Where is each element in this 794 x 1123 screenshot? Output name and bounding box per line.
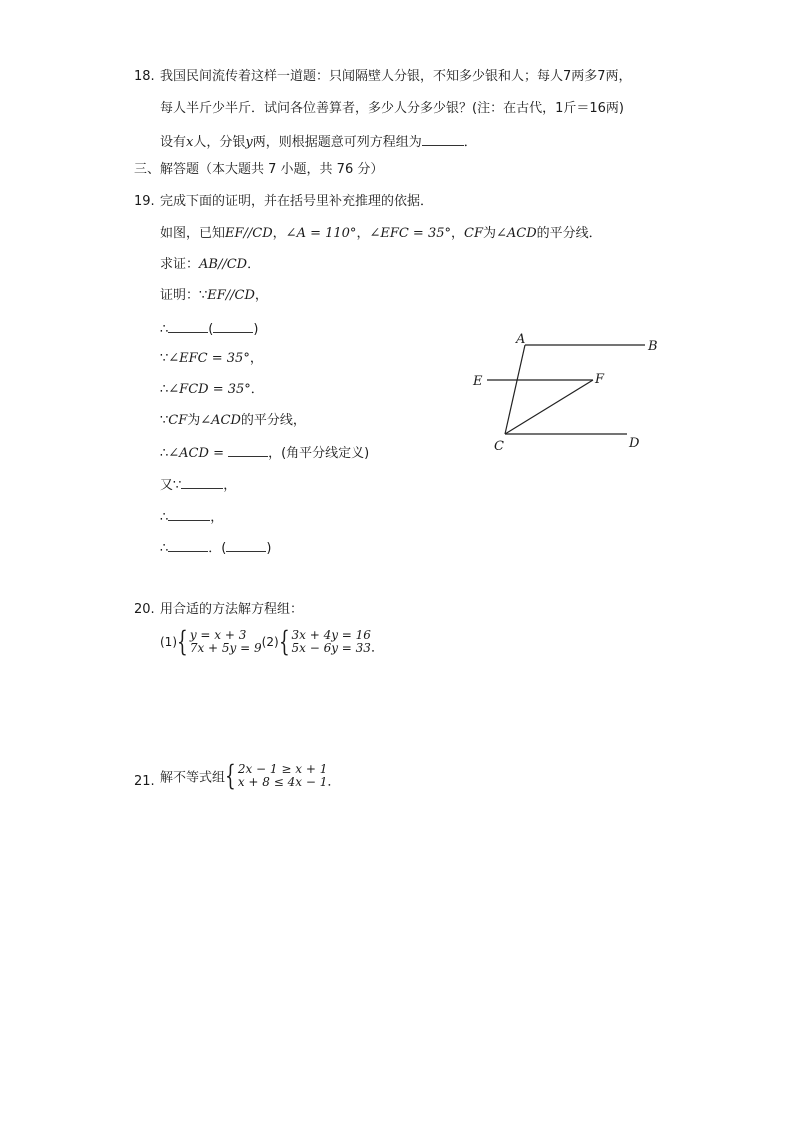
paren-close: ) bbox=[266, 541, 272, 556]
p2-eq2: 5x − 6y = 33 bbox=[291, 641, 371, 655]
step-cf-suffix: 的平分线， bbox=[240, 413, 306, 428]
label-a: A bbox=[516, 332, 526, 347]
q20-number: 20. bbox=[134, 602, 155, 617]
q21-intro: 解不等式组 bbox=[160, 770, 226, 786]
q18-line3 bbox=[160, 133, 477, 151]
q20-systems bbox=[160, 625, 384, 658]
given-angle-acd: ∠ACD bbox=[496, 226, 537, 241]
given-ef-cd: EF//CD bbox=[225, 226, 273, 241]
step-cf: CF bbox=[168, 413, 188, 428]
period: ． bbox=[208, 541, 222, 556]
proof-comma: ， bbox=[254, 288, 268, 303]
because-symbol: ∵ bbox=[160, 351, 169, 366]
segment-ac bbox=[505, 345, 525, 434]
answer-blank[interactable] bbox=[168, 508, 210, 521]
p2-label: (2) bbox=[261, 635, 279, 649]
paren-open: ( bbox=[208, 322, 214, 337]
segment-cf bbox=[505, 380, 593, 434]
proof-line-7 bbox=[160, 476, 236, 494]
p1-label: (1) bbox=[160, 635, 177, 649]
label-b: B bbox=[648, 339, 658, 354]
proof-line-4 bbox=[160, 382, 264, 398]
var-y: y bbox=[245, 135, 253, 150]
answer-blank[interactable] bbox=[168, 539, 208, 552]
label-f: F bbox=[595, 372, 605, 387]
sep: ， bbox=[272, 226, 286, 241]
ineq-2: x + 8 ≤ 4x − 1 bbox=[237, 775, 328, 789]
step-efc: ∠EFC = 35° bbox=[168, 351, 250, 366]
label-e: E bbox=[473, 374, 483, 389]
q21-end: ． bbox=[327, 774, 341, 790]
because-symbol: ∵ bbox=[160, 413, 169, 428]
comma: ， bbox=[210, 510, 224, 525]
paren-close: ) bbox=[253, 322, 259, 337]
prove-prefix: 求证： bbox=[160, 257, 200, 272]
given-angle-a: ∠A = 110° bbox=[285, 226, 357, 241]
proof-line-1 bbox=[160, 288, 268, 304]
brace-1: { bbox=[177, 625, 188, 658]
geometry-figure bbox=[465, 330, 675, 460]
inequality-system bbox=[238, 763, 328, 789]
answer-blank[interactable] bbox=[168, 320, 208, 333]
reason-blank[interactable] bbox=[213, 320, 253, 333]
label-c: C bbox=[494, 439, 504, 454]
given-angle-efc: ∠EFC = 35° bbox=[369, 226, 452, 241]
q21-body bbox=[160, 759, 341, 792]
answer-blank[interactable] bbox=[228, 444, 268, 457]
proof-line-2 bbox=[160, 320, 258, 338]
proof-line-8 bbox=[160, 508, 223, 526]
p1-eq1: y = x + 3 bbox=[189, 628, 247, 642]
step-cf-mid: 为 bbox=[187, 413, 201, 428]
q18-line1: 我国民间流传着这样一道题：只闻隔壁人分银，不知多少银和人；每人7两多7两， bbox=[160, 69, 632, 84]
system-2 bbox=[291, 629, 370, 655]
q20-intro: 用合适的方法解方程组： bbox=[160, 602, 304, 617]
ineq-1: 2x − 1 ≥ x + 1 bbox=[237, 762, 328, 776]
proof-line-9 bbox=[160, 539, 271, 557]
comma: ， bbox=[223, 478, 237, 493]
step-acd: ∠ACD = bbox=[168, 446, 224, 461]
step-fcd: ∠FCD = 35° bbox=[168, 382, 251, 397]
prove-end: ． bbox=[247, 257, 261, 272]
q21-number: 21. bbox=[134, 774, 155, 789]
proof-line-5 bbox=[160, 413, 306, 429]
q19-intro: 完成下面的证明，并在括号里补充推理的依据． bbox=[160, 194, 434, 209]
step-acd-reason: ，(角平分线定义) bbox=[268, 446, 370, 461]
given-suffix: 的平分线． bbox=[536, 226, 602, 241]
q18-line3-mid: 人，分银 bbox=[193, 135, 246, 150]
comma: ， bbox=[249, 351, 263, 366]
answer-blank[interactable] bbox=[181, 476, 223, 489]
proof-prefix: 证明：∵ bbox=[160, 288, 208, 303]
q19-number: 19. bbox=[134, 194, 155, 209]
therefore-symbol: ∴ bbox=[160, 541, 169, 556]
q19-prove bbox=[160, 257, 260, 273]
prove-statement: AB//CD bbox=[199, 257, 248, 272]
therefore-symbol: ∴ bbox=[160, 322, 169, 337]
also-because: 又∵ bbox=[160, 478, 182, 493]
q18-line3-end: ． bbox=[463, 135, 477, 150]
p1-eq2: 7x + 5y = 9 bbox=[189, 641, 262, 655]
q20-end: ． bbox=[370, 640, 384, 656]
q18-line3-prefix: 设有 bbox=[160, 135, 187, 150]
var-x: x bbox=[186, 135, 194, 150]
therefore-symbol: ∴ bbox=[160, 446, 169, 461]
period: ． bbox=[250, 382, 264, 397]
q18-number: 18. bbox=[134, 69, 155, 84]
system-1 bbox=[190, 629, 262, 655]
reason-blank[interactable] bbox=[226, 539, 266, 552]
proof-line-3 bbox=[160, 351, 263, 367]
answer-blank[interactable] bbox=[422, 133, 464, 146]
brace-3: { bbox=[225, 759, 236, 792]
q18-line3-suffix: 两，则根据题意可列方程组为 bbox=[252, 135, 422, 150]
sep: ， bbox=[356, 226, 370, 241]
given-cf: CF bbox=[464, 226, 483, 241]
paren-open: ( bbox=[221, 541, 227, 556]
brace-2: { bbox=[278, 625, 290, 658]
step-cf-angle: ∠ACD bbox=[200, 413, 241, 428]
therefore-symbol: ∴ bbox=[160, 382, 169, 397]
q19-given bbox=[160, 226, 602, 242]
sep: ， bbox=[451, 226, 465, 241]
proof-line-6 bbox=[160, 444, 369, 462]
given-mid: 为 bbox=[483, 226, 497, 241]
section-title: 三、解答题（本大题共 7 小题，共 76 分） bbox=[134, 162, 384, 177]
therefore-symbol: ∴ bbox=[160, 510, 169, 525]
q18-line2: 每人半斤少半斤．试问各位善算者，多少人分多少银？(注：在古代，1斤＝16两) bbox=[160, 101, 624, 116]
p2-eq1: 3x + 4y = 16 bbox=[291, 628, 371, 642]
given-prefix: 如图，已知 bbox=[160, 226, 226, 241]
label-d: D bbox=[629, 436, 640, 451]
proof-given: EF//CD bbox=[207, 288, 255, 303]
